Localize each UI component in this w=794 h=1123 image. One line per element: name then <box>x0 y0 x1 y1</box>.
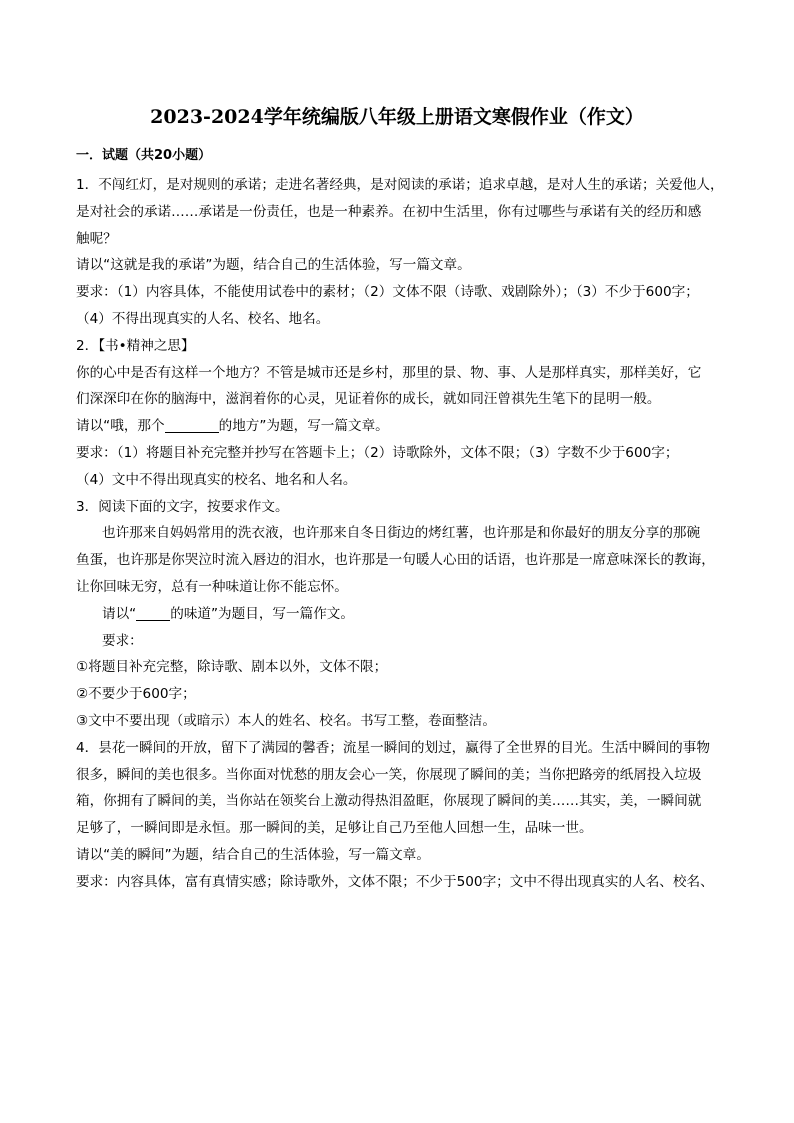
text-line: 箱，你拥有了瞬间的美，当你站在领奖台上激动得热泪盈眶，你展现了瞬间的美……其实，美，一瞬间就 <box>76 793 702 810</box>
section-heading: 一．试题（共20小题） <box>76 148 212 163</box>
text-line: （4）不得出现真实的人名、校名、地名。 <box>76 310 330 327</box>
prompt-prefix: 请以“ <box>102 605 137 622</box>
prompt-prefix: 请以“哦，那个 <box>76 418 165 435</box>
question-4 <box>76 735 728 896</box>
text-line: 很多，瞬间的美也很多。当你面对忧愁的朋友会心一笑，你展现了瞬间的美；当你把路旁的纸屑投入垃圾 <box>76 766 702 783</box>
text-line: 要求：内容具体，富有真情实感；除诗歌外，文体不限；不少于500字；文中不得出现真实的人名、校名、 <box>76 873 714 890</box>
text-line <box>76 601 728 628</box>
text-line: 触呢？ <box>76 230 117 247</box>
text-line: 你的心中是否有这样一个地方？不管是城市还是乡村，那里的景、物、事、人是那样真实，那样美好，它 <box>76 364 702 381</box>
text-line: ②不要少于600字； <box>76 686 196 703</box>
text-line: 足够了，一瞬间即是永恒。那一瞬间的美，足够让自己乃至他人回想一生，品味一世。 <box>76 820 593 837</box>
text-line: ③文中不要出现（或暗示）本人的姓名、校名。书写工整，卷面整洁。 <box>76 712 496 729</box>
prompt-suffix: 的地方”为题，写一篇文章。 <box>218 418 389 435</box>
text-line: 要求： <box>102 632 143 649</box>
text-line: 是对社会的承诺……承诺是一份责任，也是一种素养。在初中生活里，你有过哪些与承诺有关的经历和感 <box>76 203 702 220</box>
prompt-suffix: 的味道”为题目，写一篇作文。 <box>170 605 354 622</box>
fill-in-blank <box>165 416 219 433</box>
text-line: 也许那来自妈妈常用的洗衣液，也许那来自冬日街边的烤红薯，也许那是和你最好的朋友分享的那碗 <box>102 525 701 542</box>
text-line <box>76 413 728 440</box>
text-line: （4）文中不得出现真实的校名、地名和人名。 <box>76 471 357 488</box>
text-line: 1．不闯红灯，是对规则的承诺；走进名著经典，是对阅读的承诺；追求卓越，是对人生的承诺；关爱他人， <box>76 177 724 193</box>
question-2 <box>76 333 728 494</box>
document-title: 2023-2024学年统编版八年级上册语文寒假作业（作文） <box>150 106 644 128</box>
text-line: 3．阅读下面的文字，按要求作文。 <box>76 498 289 515</box>
document-body <box>76 172 728 896</box>
question-1 <box>76 172 728 333</box>
text-line: 们深深印在你的脑海中，滋润着你的心灵，见证着你的成长，就如同汪曾祺先生笔下的昆明一般。 <box>76 391 661 408</box>
text-line: 2．【书•精神之思】 <box>76 337 195 354</box>
text-line: 让你回味无穷，总有一种味道让你不能忘怀。 <box>76 578 348 595</box>
text-line: 4．昙花一瞬间的开放，留下了满园的馨香；流星一瞬间的划过，赢得了全世界的目光。生活中瞬间的事物 <box>76 739 710 756</box>
text-line: 请以“这就是我的承诺”为题，结合自己的生活体验，写一篇文章。 <box>76 257 471 274</box>
text-line: 要求：（1）将题目补充完整并抄写在答题卡上；（2）诗歌除外，文体不限；（3）字数不少于600字； <box>76 444 679 461</box>
text-line: 要求：（1）内容具体，不能使用试卷中的素材；（2）文体不限（诗歌、戏剧除外）；（3）不少于600字； <box>76 284 699 301</box>
text-line: 请以“美的瞬间”为题，结合自己的生活体验，写一篇文章。 <box>76 846 430 863</box>
text-line: 鱼蛋，也许那是你哭泣时流入唇边的泪水，也许那是一句暖人心田的话语，也许那是一席意味深长的教诲， <box>76 552 715 569</box>
text-line: ①将题目补充完整，除诗歌、剧本以外，文体不限； <box>76 659 388 676</box>
fill-in-blank <box>136 604 170 621</box>
question-3 <box>76 494 728 735</box>
